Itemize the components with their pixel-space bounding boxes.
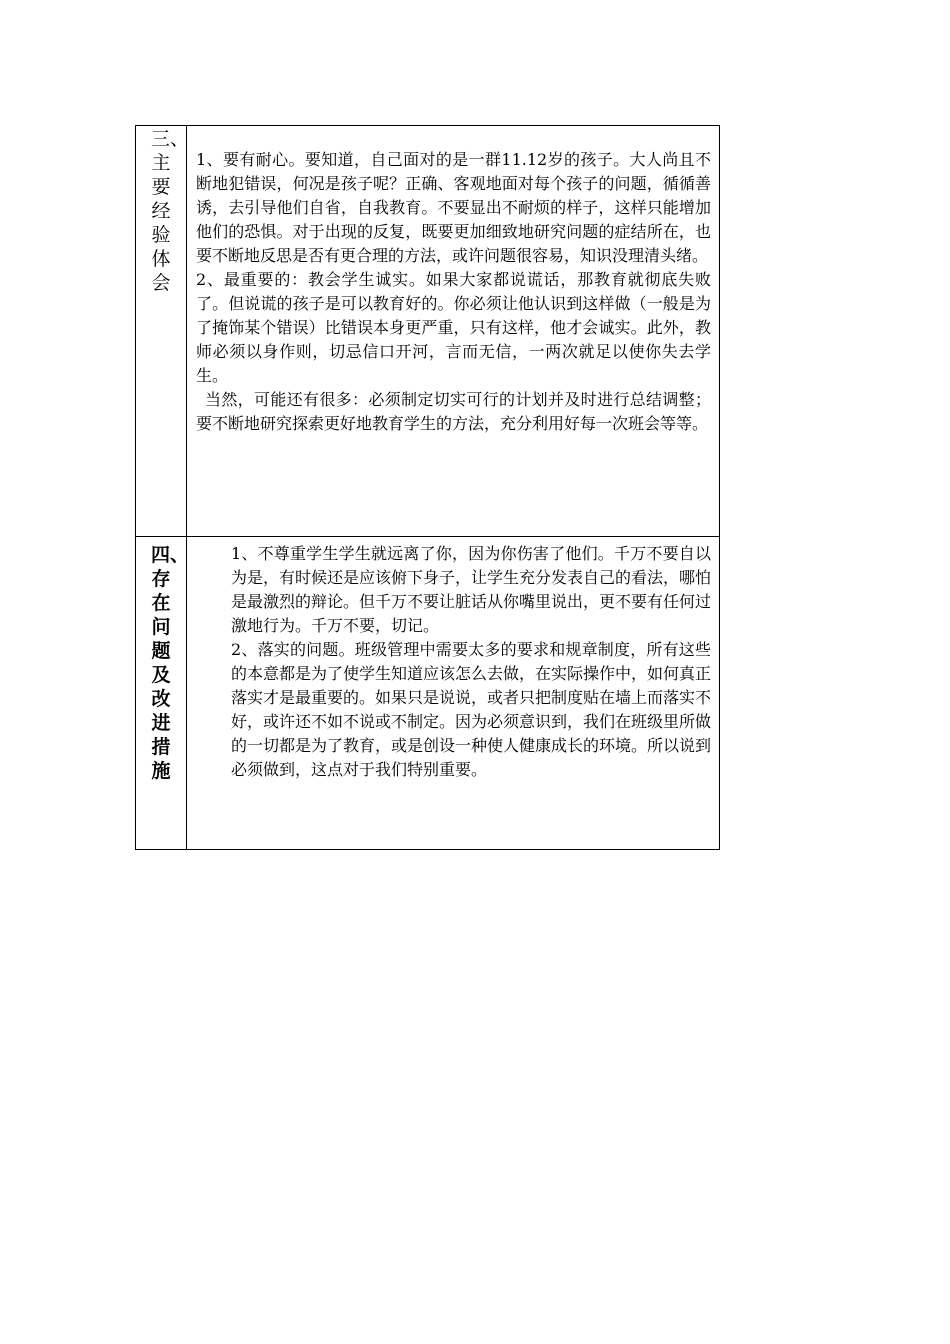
experience-paragraph-2: 2、最重要的：教会学生诚实。如果大家都说谎话，那教育就彻底失败了。但说谎的孩子是可以教育好的。你必须让他认识到这样做（一般是为了掩饰某个错误）比错误本身更严重，只有这样，他才会诚实。此外，教师必须以身作则，切忌信口开河，言而无信，一两次就足以使你失去学生。 (196, 270, 711, 385)
section-label-problems: 四、存在问题及改进措施 (151, 544, 190, 782)
table-row-experience (136, 126, 720, 537)
experience-paragraph-1: 1、要有耐心。要知道，自己面对的是一群11.12岁的孩子。大人尚且不断地犯错误，何况是孩子呢？正确、客观地面对每个孩子的问题，循循善诱，去引导他们自省，自我教育。不要显出不耐烦的样子，这样只能增加他们的恐惧。对于出现的反复，既要更加细致地研究问题的症结所在，也要不断地反思是否有更合理的方法，或许问题很容易，知识没理清头绪。 (196, 150, 711, 265)
experience-paragraph-3: 当然，可能还有很多：必须制定切实可行的计划并及时进行总结调整；要不断地研究探索更好地教育学生的方法，充分利用好每一次班会等等。 (196, 390, 711, 433)
problems-paragraph-1: 1、不尊重学生学生就远离了你，因为你伤害了他们。千万不要自以为是，有时候还是应该俯下身子，让学生充分发表自己的看法，哪怕是最激烈的辩论。但千万不要让脏话从你嘴里说出，更不要有任何过激地行为。千万不要，切记。 (231, 544, 712, 635)
section-label-cell (136, 537, 190, 850)
section-label-cell (136, 126, 190, 537)
problems-paragraph-2: 2、落实的问题。班级管理中需要太多的要求和规章制度，所有这些的本意都是为了使学生知道应该怎么去做，在实际操作中，如何真正落实才是最重要的。如果只是说说，或者只把制度贴在墙上而落实不好，或许还不如不说或不制定。因为必须意识到，我们在班级里所做的一切都是为了教育，或是创设一种使人健康成长的环境。所以说到必须做到，这点对于我们特别重要。 (231, 640, 712, 779)
section-content-problems (187, 537, 720, 850)
section-content-experience (187, 126, 720, 537)
summary-table (135, 125, 720, 850)
section-label-experience: 三、主要经验体会 (151, 128, 190, 294)
table-row-problems (136, 537, 720, 850)
